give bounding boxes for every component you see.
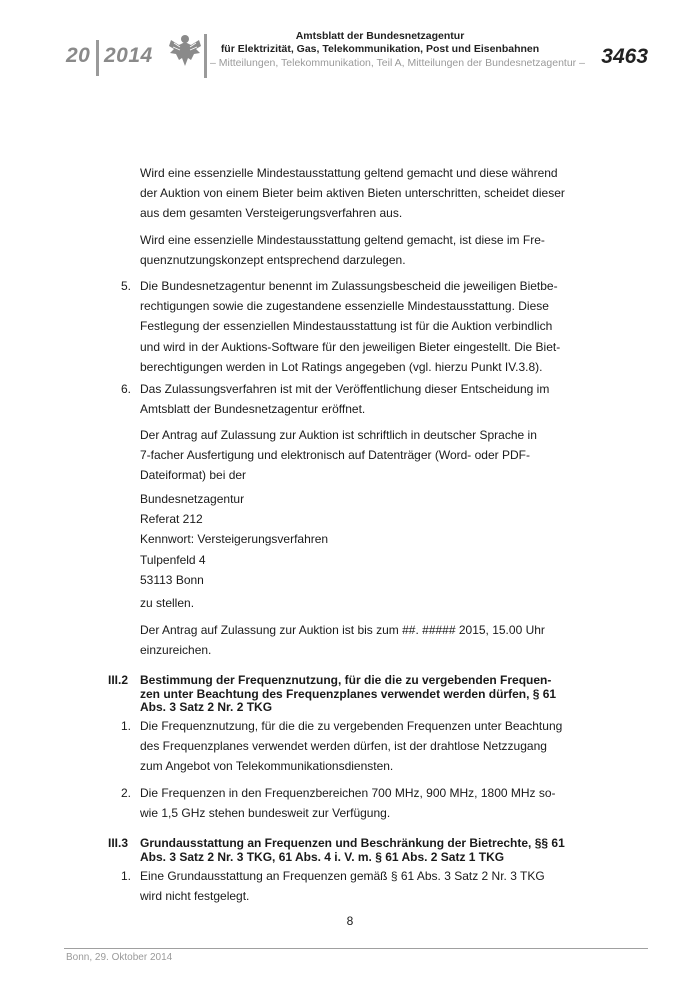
list-number: 5.: [121, 279, 132, 293]
journal-subtitle: – Mitteilungen, Telekommunikation, Teil A, Mitteilungen der Bundesnetzagentur –: [210, 57, 585, 69]
journal-page-number: 3463: [601, 45, 648, 68]
footer-divider: [64, 948, 648, 949]
text-line: Amtsblatt der Bundesnetzagentur eröffnet.: [140, 402, 366, 417]
header-divider-2: [204, 34, 207, 78]
address-block: [140, 489, 548, 590]
heading-line: Abs. 3 Satz 2 Nr. 2 TKG: [140, 700, 273, 714]
page-number: 8: [346, 914, 354, 928]
list-item: [140, 866, 548, 906]
list-item: [140, 276, 561, 377]
text-line: einzureichen.: [140, 643, 212, 658]
text-line: Wird eine essenzielle Mindestausstattung geltend gemacht, ist diese im Fre-: [140, 233, 545, 247]
text-line: 7-facher Ausfertigung und elektronisch auf Datenträger (Word- oder PDF-: [140, 448, 530, 463]
list-number: 1.: [121, 869, 132, 883]
text-line: Die Frequenzen in den Frequenzbereichen 700 MHz, 900 MHz, 1800 MHz so-: [140, 786, 556, 800]
text-line: Dateiformat) bei der: [140, 468, 247, 483]
text-line: Der Antrag auf Zulassung zur Auktion ist schriftlich in deutscher Sprache in: [140, 428, 537, 442]
federal-eagle-icon: [168, 32, 202, 68]
paragraph: [140, 163, 565, 224]
issue-number: 20: [66, 44, 91, 67]
heading-line: Bestimmung der Frequenznutzung, für die die zu vergebenden Frequen-: [140, 673, 552, 687]
text-line: des Frequenzplanes verwendet werden dürfen, ist der drahtlose Netzzugang: [140, 739, 547, 754]
text-line: aus dem gesamten Versteigerungsverfahren aus.: [140, 206, 403, 221]
paragraph: [140, 593, 548, 613]
journal-title-line-1: Amtsblatt der Bundesnetzagentur: [295, 30, 465, 42]
section-number: III.2: [108, 673, 129, 687]
text-line: Die Frequenznutzung, für die die zu vergebenden Frequenzen unter Beachtung: [140, 719, 563, 733]
address-line: 53113 Bonn: [140, 572, 204, 587]
text-line: zum Angebot von Telekommunikationsdiensten.: [140, 759, 394, 774]
text-line: Festlegung der essenziellen Mindestausstattung ist für die Auktion verbindlich: [140, 319, 553, 334]
text-line: zu stellen.: [140, 596, 195, 610]
list-number: 1.: [121, 719, 132, 733]
issue-year: 2014: [104, 44, 153, 67]
paragraph: [140, 620, 548, 660]
text-line: Der Antrag auf Zulassung zur Auktion ist bis zum ##. ##### 2015, 15.00 Uhr: [140, 623, 545, 637]
footer-place-date: Bonn, 29. Oktober 2014: [66, 952, 173, 963]
header-divider: [96, 40, 99, 76]
paragraph: [140, 425, 548, 486]
section-heading: [140, 673, 557, 715]
text-line: quenznutzungskonzept entsprechend darzulegen.: [140, 253, 406, 268]
paragraph: [140, 230, 548, 270]
section-heading: [140, 836, 565, 864]
text-line: und wird in der Auktions-Software für den jeweiligen Bieter eingestellt. Die Biet-: [140, 339, 561, 354]
list-number: 2.: [121, 786, 132, 800]
section-number: III.3: [108, 836, 129, 850]
text-line: Das Zulassungsverfahren ist mit der Veröffentlichung dieser Entscheidung im: [140, 382, 550, 396]
address-line: Referat 212: [140, 512, 203, 527]
text-line: berechtigungen werden in Lot Ratings angegeben (vgl. hierzu Punkt IV.3.8).: [140, 359, 543, 374]
address-line: Bundesnetzagentur: [140, 492, 245, 506]
text-line: Wird eine essenzielle Mindestausstattung geltend gemacht und diese während: [140, 166, 558, 180]
text-line: Eine Grundausstattung an Frequenzen gemäß § 61 Abs. 3 Satz 2 Nr. 3 TKG: [140, 869, 545, 883]
list-number: 6.: [121, 382, 132, 396]
address-line: Tulpenfeld 4: [140, 552, 206, 567]
heading-line: Abs. 3 Satz 2 Nr. 3 TKG, 61 Abs. 4 i. V. m. § 61 Abs. 2 Satz 1 TKG: [140, 849, 505, 864]
heading-line: Grundausstattung an Frequenzen und Beschränkung der Bietrechte, §§ 61: [140, 836, 565, 850]
journal-title-line-2: für Elektrizität, Gas, Telekommunikation, Post und Eisenbahnen: [220, 43, 540, 55]
issue-label: [66, 44, 90, 68]
journal-title: [210, 30, 550, 56]
text-line: rechtigungen sowie die zugestandene essenzielle Mindestausstattung. Diese: [140, 299, 549, 314]
list-item: [140, 379, 548, 419]
address-line: Kennwort: Versteigerungsverfahren: [140, 532, 329, 547]
heading-line: zen unter Beachtung des Frequenzplanes verwendet werden dürfen, § 61: [140, 686, 557, 701]
text-line: wie 1,5 GHz stehen bundesweit zur Verfügung.: [140, 806, 391, 821]
text-line: Die Bundesnetzagentur benennt im Zulassungsbescheid die jeweiligen Bietbe-: [140, 279, 558, 293]
text-line: wird nicht festgelegt.: [140, 889, 250, 904]
list-item: [140, 716, 563, 777]
text-line: der Auktion von einem Bieter beim aktiven Bieten unterschritten, scheidet dieser: [140, 186, 565, 201]
list-item: [140, 783, 556, 823]
